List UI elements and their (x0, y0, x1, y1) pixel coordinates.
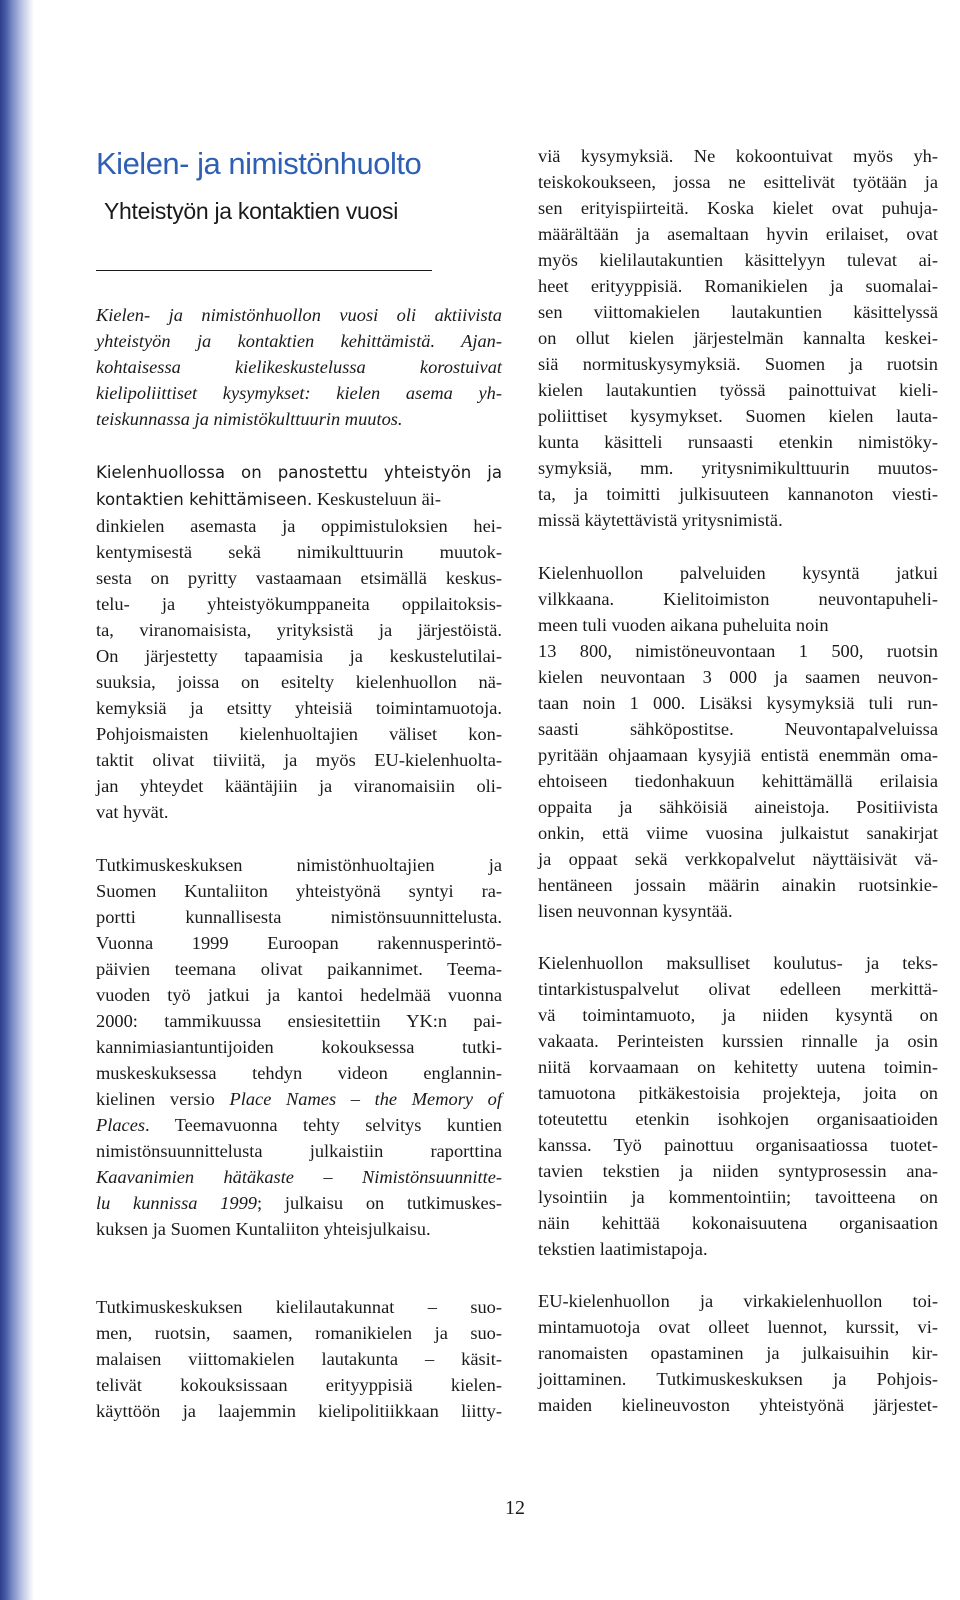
text-line: siä normituskysymyksiä. Suomen ja ruotsin (538, 354, 938, 374)
text-line: pyritään ohjaamaan kysyjiä entistä enemmän oma- (538, 745, 938, 765)
text-line: tavien tekstien ja niiden syntyprosessin ana- (538, 1161, 938, 1181)
text-line: malaisen viittomakielen lautakunta – käsit- (96, 1349, 502, 1369)
text-line: myös kielilautakuntien käsittelyyn tulevat ai- (538, 250, 938, 270)
text-line: kannimiasiantuntijoiden kokouksessa tutki- (96, 1037, 502, 1057)
text-line: ta, ja toimitti julkisuuteen kannanoton viesti- (538, 484, 938, 504)
text-line: vä toimintamuoto, ja niiden kysyntä on (538, 1005, 938, 1025)
text-line: viä kysymyksiä. Ne kokoontuivat myös yh- (538, 146, 938, 166)
text-line: symyksiä, mm. yritysnimikulttuurin muutos- (538, 458, 938, 478)
text-line: Kielenhuollon maksulliset koulutus- ja teks- (538, 953, 938, 973)
text-line: telu- ja yhteistyökumppaneita oppilaitoksis- (96, 594, 502, 614)
right-paragraph-1 (538, 143, 938, 533)
text-line: tekstien laatimistapoja. (538, 1239, 708, 1259)
text-line-mixed (96, 1190, 502, 1216)
text-line: joittaminen. Tutkimuskeskuksen ja Pohjois- (538, 1369, 938, 1389)
text-line: EU-kielenhuollon ja virkakielenhuollon toi- (538, 1291, 938, 1311)
left-paragraph-2 (96, 852, 502, 1242)
text-line: niitä korvaamaan on kehitetty uutena toimin- (538, 1057, 938, 1077)
text-line: Suomen Kuntaliiton yhteistyönä syntyi ra- (96, 881, 502, 901)
text-line: Tutkimuskeskuksen nimistönhuoltajien ja (96, 855, 502, 875)
text-line: nimistönsuunnittelusta julkaistiin raporttina (96, 1141, 502, 1161)
text-line: kuksen ja Suomen Kuntaliiton yhteisjulkaisu. (96, 1219, 431, 1239)
text-line: Kaavanimien hätäkaste – Nimistönsuunnitte- (96, 1167, 502, 1187)
text-line: kunta käsitteli runsaasti etenkin nimistöky- (538, 432, 938, 452)
text-line: heet erityyppisiä. Romanikielen ja suomalai- (538, 276, 938, 296)
text-line: suuksia, joissa on esitelty kielenhuollon nä- (96, 672, 502, 692)
page-number: 12 (505, 1497, 525, 1519)
text-line: onkin, että viime vuosina julkaistut sanakirjat (538, 823, 938, 843)
text-fragment: . Teemavuonna tehty selvitys kuntien (145, 1115, 502, 1135)
text-line: Tutkimuskeskuksen kielilautakunnat – suo- (96, 1297, 502, 1317)
text-line: ja oppaat sekä verkkopalvelut näyttäisivät vä- (538, 849, 938, 869)
text-fragment: ; julkaisu on tutkimuskes- (256, 1193, 502, 1213)
text-line: yhteistyön ja kontaktien kehittämistä. Ajan- (96, 331, 502, 351)
text-line: men, ruotsin, saamen, romanikielen ja suo- (96, 1323, 502, 1343)
text-line: vilkkaana. Kielitoimiston neuvontapuheli- (538, 589, 938, 609)
text-line: vuoden työ jatkui ja kantoi hedelmää vuonna (96, 985, 502, 1005)
text-line: tamuotona pitkäkestoisia projekteja, joita on (538, 1083, 938, 1103)
text-line: vat hyvät. (96, 802, 169, 822)
text-line: näin kehittää kokonaisuutena organisaation (538, 1213, 938, 1233)
text-line: On järjestetty tapaamisia ja keskustelutilai- (96, 646, 502, 666)
text-line: kemyksiä ja etsitty yhteisiä toimintamuotoja. (96, 698, 502, 718)
text-fragment: Keskusteluun äi- (312, 489, 441, 509)
text-line: tintarkistuspalvelut olivat edelleen merkittä- (538, 979, 938, 999)
text-line: jan yhteydet kääntäjiin ja viranomaisiin oli- (96, 776, 502, 796)
text-line-mixed (96, 1086, 502, 1112)
text-line: Kielenhuollossa on panostettu yhteistyön ja (96, 463, 502, 482)
text-line: vakaata. Perinteisten kurssien rinnalle ja osin (538, 1031, 938, 1051)
text-line-mixed (96, 486, 502, 513)
text-line: mintamuotoja ovat olleet luennot, kurssit, vi- (538, 1317, 938, 1337)
text-line: sen erityispiirteitä. Koska kielet ovat puhuja- (538, 198, 938, 218)
text-line: kielen neuvontaan 3 000 ja saamen neuvon- (538, 667, 938, 687)
text-line: kentymisestä sekä nimikulttuurin muutok- (96, 542, 502, 562)
right-paragraph-4 (538, 1288, 938, 1418)
text-line: dinkielen asemasta ja oppimistuloksien hei- (96, 516, 502, 536)
text-line: kanssa. Työ painottuu organisaatiossa tuotet- (538, 1135, 938, 1155)
text-fragment: Places (96, 1115, 146, 1135)
text-line: poliittiset kysymykset. Suomen kielen lauta- (538, 406, 938, 426)
text-line: portti kunnallisesta nimistönsuunnittelusta. (96, 907, 502, 927)
text-line: meen tuli vuoden aikana puheluita noin (538, 615, 829, 635)
text-fragment: lu kunnissa 1999 (96, 1193, 257, 1213)
text-line: maiden kielineuvoston yhteistyönä järjestet- (538, 1395, 938, 1415)
right-paragraph-3 (538, 950, 938, 1262)
page-subtitle: Yhteistyön ja kontaktien vuosi (104, 198, 399, 224)
text-line: määrältään ja asemaltaan hyvin erilaiset, ovat (538, 224, 938, 244)
text-line: telivät kokouksissaan erityyppisiä kielen- (96, 1375, 502, 1395)
text-line: Vuonna 1999 Euroopan rakennusperintö- (96, 933, 502, 953)
page-title: Kielen- ja nimistönhuolto (96, 146, 422, 181)
text-fragment: kielinen versio (96, 1089, 215, 1109)
text-line: Kielenhuollon palveluiden kysyntä jatkui (538, 563, 938, 583)
text-line: 2000: tammikuussa ensiesitettiin YK:n pai- (96, 1011, 502, 1031)
left-paragraph-3 (96, 1294, 502, 1424)
text-line: ranomaisten opastaminen ja julkaisuihin kir- (538, 1343, 938, 1363)
text-line: käyttöön ja laajemmin kielipolitiikkaan liitty- (96, 1401, 502, 1421)
text-line: sen viittomakielen lautakuntien käsittelyssä (538, 302, 938, 322)
text-fragment: Place Names – the Memory of (229, 1089, 502, 1109)
text-line: ta, viranomaisista, yrityksistä ja järjestöistä. (96, 620, 502, 640)
text-line: kielipoliittiset kysymykset: kielen asema yh- (96, 383, 502, 403)
text-line: muskeskuksessa tehdyn videon englannin- (96, 1063, 502, 1083)
title-divider (96, 270, 432, 271)
text-line: taan noin 1 000. Lisäksi kysymyksiä tuli run- (538, 693, 938, 713)
text-line: Pohjoismaisten kielenhuoltajien väliset kon- (96, 724, 502, 744)
text-line: saasti sähköpostitse. Neuvontapalveluissa (538, 719, 938, 739)
right-paragraph-2 (538, 560, 938, 924)
text-line: taktit olivat tiiviitä, ja myös EU-kielenhuolta- (96, 750, 502, 770)
text-line: kohtaisessa kielikeskustelussa korostuivat (96, 357, 502, 377)
text-line: päivien teemana olivat paikannimet. Teema- (96, 959, 502, 979)
text-line: 13 800, nimistöneuvontaan 1 500, ruotsin (538, 641, 938, 661)
text-line: hentäneen jossain määrin ainakin ruotsinkie- (538, 875, 938, 895)
text-line: ehtoiseen tiedonhakuun kehittämällä erilaisia (538, 771, 938, 791)
text-line: teiskunnassa ja nimistökulttuurin muutos. (96, 409, 403, 429)
text-fragment: kontaktien kehittämiseen. (96, 490, 313, 509)
text-line: oppaita ja sähköisiä aineistoja. Positiivista (538, 797, 938, 817)
text-line: sesta on pyritty vastaamaan etsimällä keskus- (96, 568, 502, 588)
text-line: kielen lautakuntien työssä painottuivat kieli- (538, 380, 938, 400)
text-line-mixed (96, 1112, 502, 1138)
text-line: teiskokoukseen, jossa ne esittelivät työtään ja (538, 172, 938, 192)
text-line: Kielen- ja nimistönhuollon vuosi oli aktiivista (96, 305, 502, 325)
text-line: lisen neuvonnan kysyntää. (538, 901, 733, 921)
left-paragraph-1 (96, 460, 502, 825)
intro-paragraph (96, 302, 502, 432)
text-line: missä käytettävistä yritysnimistä. (538, 510, 783, 530)
text-line: on ollut kielen järjestelmän kannalta keskei- (538, 328, 938, 348)
text-line: toteutettu etenkin isohkojen organisaatioiden (538, 1109, 938, 1129)
text-line: lysointiin ja kommentointiin; tavoitteena on (538, 1187, 938, 1207)
left-edge-gradient-band (0, 0, 34, 1600)
